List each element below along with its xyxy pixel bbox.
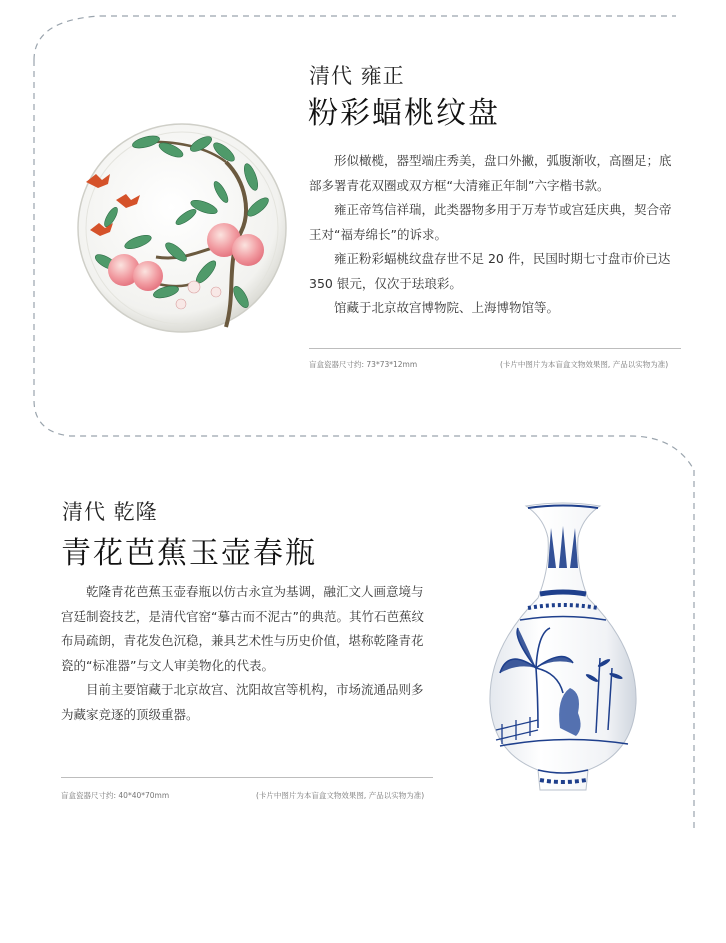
card1-paragraph: 雍正帝笃信祥瑞，此类器物多用于万寿节或宫廷庆典，契合帝王对“福寿绵长”的诉求。 xyxy=(309,202,672,242)
card2-title: 青花芭蕉玉壶春瓶 xyxy=(61,536,317,571)
card2-size-spec: 盲盒瓷器尺寸约: 40*40*70mm xyxy=(61,791,170,800)
card2-divider xyxy=(61,777,433,778)
card1-era: 清代 雍正 xyxy=(309,64,405,88)
card1-size-spec: 盲盒瓷器尺寸约: 73*73*12mm xyxy=(309,360,418,369)
card1-title: 粉彩蝠桃纹盘 xyxy=(308,96,500,131)
peach-bat-plate-illustration xyxy=(76,122,288,334)
card1-paragraph: 雍正粉彩蝠桃纹盘存世不足 20 件，民国时期七寸盘市价已达 350 银元，仅次于珐琅彩。 xyxy=(309,251,671,291)
card2-paragraph: 目前主要馆藏于北京故宫、沈阳故宫等机构，市场流通品则多为藏家竞逐的顶级重器。 xyxy=(61,682,424,722)
card2-paragraph: 乾隆青花芭蕉玉壶春瓶以仿古永宣为基调，融汇文人画意境与宫廷制瓷技艺，是清代官窑“摹古而不泥古”的典范。其竹石芭蕉纹布局疏朗，青花发色沉稳，兼具艺术性与历史价值，堪称乾隆青花瓷的“标准器”与文人审美物化的代表。 xyxy=(61,584,424,673)
card1-paragraph: 馆藏于北京故宫博物院、上海博物馆等。 xyxy=(334,300,560,315)
card2-description xyxy=(61,580,433,727)
card1-divider xyxy=(309,348,681,349)
card2-era: 清代 乾隆 xyxy=(62,500,158,524)
card1-description xyxy=(309,149,681,321)
blue-white-banana-vase-illustration xyxy=(478,498,648,798)
card1-paragraph: 形似橄榄，器型端庄秀美，盘口外撇，弧腹渐收，高圈足；底部多署青花双圈或双方框“大清雍正年制”六字楷书款。 xyxy=(309,153,672,193)
card1-disclaimer: (卡片中图片为本盲盒文物效果图, 产品以实物为准) xyxy=(500,360,669,369)
card2-disclaimer: (卡片中图片为本盲盒文物效果图, 产品以实物为准) xyxy=(256,791,425,800)
